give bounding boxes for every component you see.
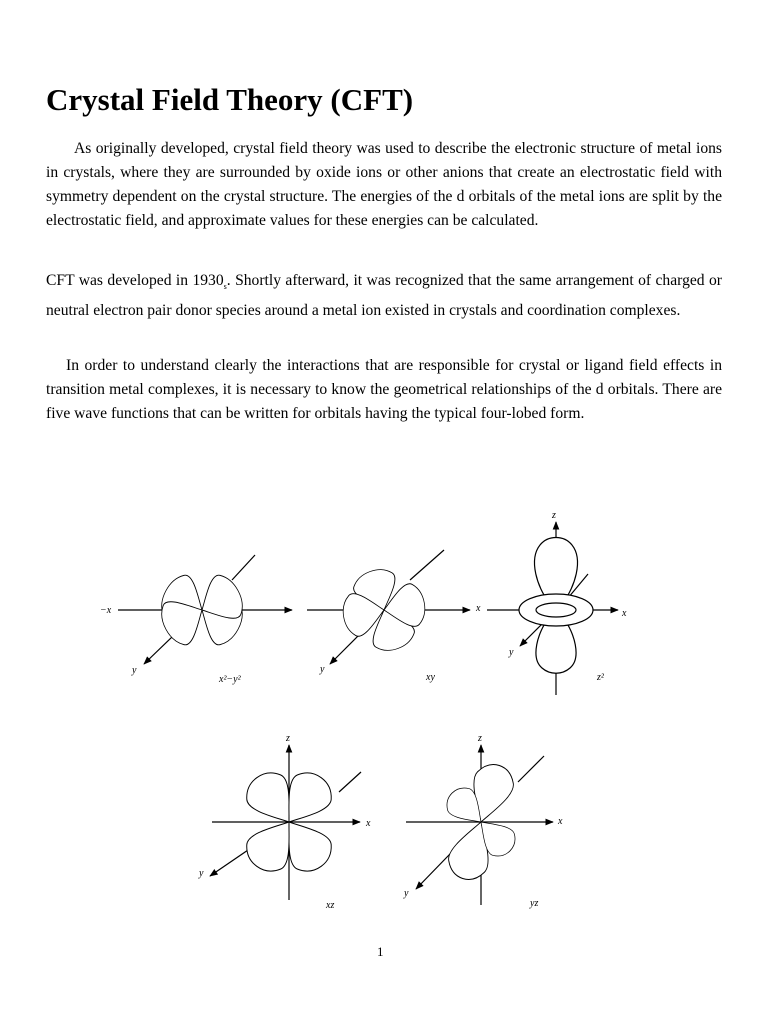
xy-y-axis-label: y [320, 664, 325, 675]
z2-y-axis-label: y [509, 647, 514, 658]
paragraph-1: As originally developed, crystal field theory was used to describe the electronic structure of metal ions in crystals, where they are surrounded by oxide ions or other anions that create an electrostatic field with symmetry dependent on the crystal structure. The energies of the d orbitals of the metal ions are split by the electrostatic field, and approximate values for these energies can be calculated. [46, 140, 722, 229]
paragraph-2 [46, 269, 722, 323]
orbital-xy [307, 550, 470, 664]
xz-y-axis-label: y [199, 868, 204, 879]
yz-label: yz [530, 898, 539, 909]
xz-label: xz [326, 900, 335, 911]
yz-y-axis-label: y [404, 888, 409, 899]
document-title: Crystal Field Theory (CFT) [46, 82, 414, 117]
xz-x-axis-label: x [366, 818, 371, 829]
xy-label: xy [426, 672, 435, 683]
orbital-xz [210, 745, 361, 900]
z2-x-axis-label: x [622, 608, 627, 619]
orbital-z2 [487, 522, 618, 695]
orbital-x2-y2 [118, 555, 292, 664]
paragraph-3: In order to understand clearly the interactions that are responsible for crystal or ligand field effects in transition metal complexes, it is necessary to know the geometrical relationships of the d orbitals. There are five wave functions that can be written for orbitals having the typical four-lobed form. [46, 357, 722, 422]
paragraph-2-subscript: s [223, 282, 227, 292]
yz-z-axis-label: z [478, 733, 482, 744]
z2-label: z² [597, 672, 604, 683]
paragraph-2-end: . Shortly afterward, it was recognized that the same arrangement of charged or neutral electron pair donor species around a metal ion existed in crystals and coordination complexes. [46, 272, 722, 320]
x2-y2-label: x²−y² [219, 674, 241, 685]
xy-x-axis-label: x [476, 603, 481, 614]
d-orbitals-figure [0, 480, 768, 930]
yz-x-axis-label: x [558, 816, 563, 827]
orbital-yz [406, 745, 553, 905]
x2-y2-y-axis-label: y [132, 665, 137, 676]
x2-y2-neg-x-axis-label: −x [100, 605, 112, 616]
paragraph-2-start: CFT was developed in 1930 [46, 272, 224, 289]
page-number: 1 [377, 944, 384, 959]
z2-z-axis-label: z [552, 510, 556, 521]
xz-z-axis-label: z [286, 733, 290, 744]
